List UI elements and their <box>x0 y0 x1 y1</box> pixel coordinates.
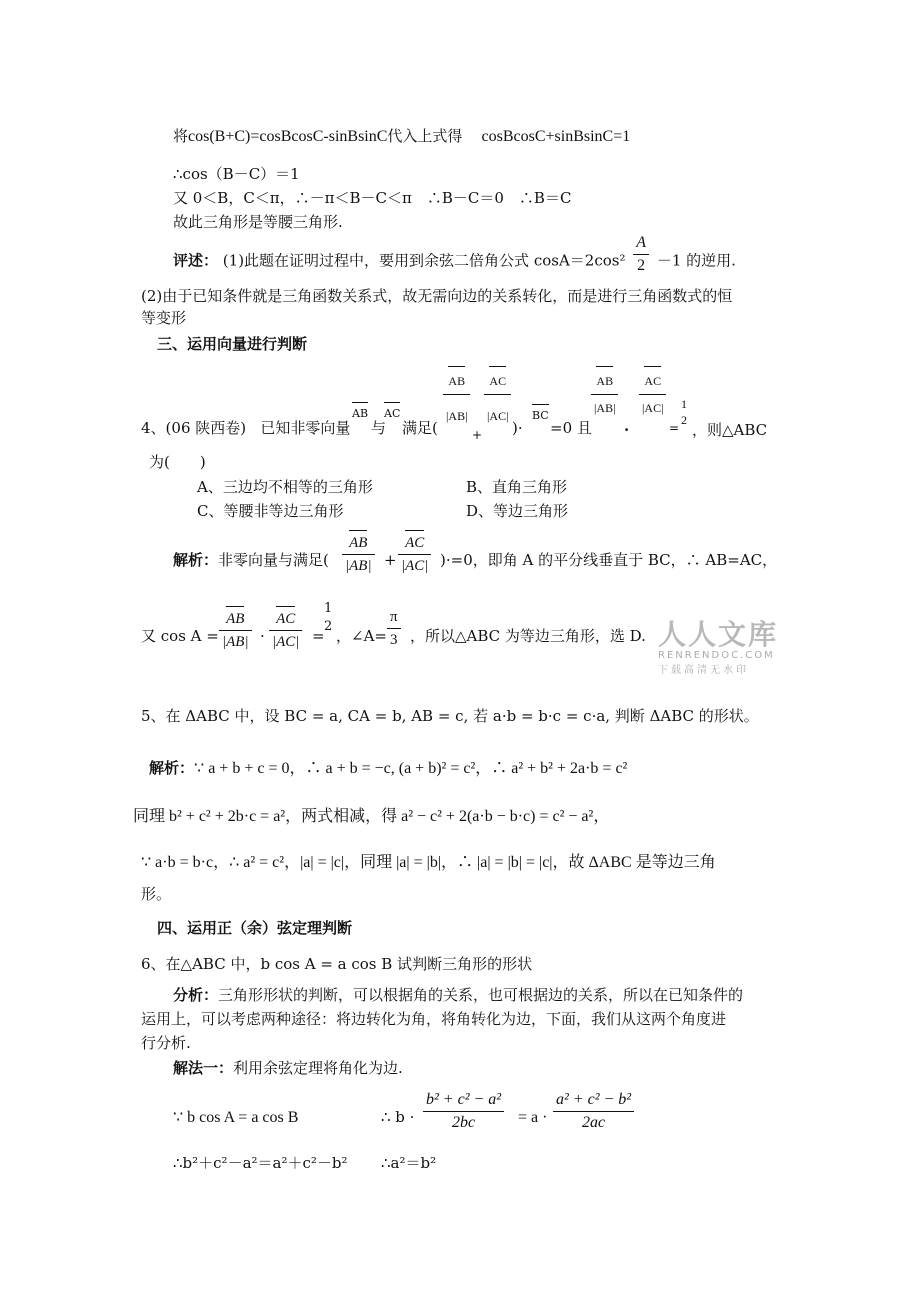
solution-4-line-2 <box>141 626 219 646</box>
vector-bc <box>532 406 549 426</box>
vector-label: AC <box>644 368 661 394</box>
analysis-line-3 <box>141 1033 191 1053</box>
text: = <box>312 627 325 645</box>
line-substitution <box>173 126 630 147</box>
text: · <box>624 421 630 439</box>
vector-label: AC <box>405 532 424 554</box>
comment-paragraph-2-line-2 <box>141 308 186 328</box>
text: 利用余弦定理将角化为边. <box>233 1059 403 1077</box>
text: －1 的逆用. <box>656 251 736 270</box>
denominator: |AC| <box>487 409 509 423</box>
section-heading-vectors <box>157 334 307 354</box>
vector-label: AB <box>448 368 465 394</box>
text: ∴a²＝b² <box>381 1154 437 1172</box>
vector-label: BC <box>532 406 549 426</box>
fraction-ab-over-abs <box>443 368 470 429</box>
question-5 <box>141 706 759 726</box>
text: ∴ b · <box>381 1108 415 1126</box>
solution-5-line-3 <box>141 852 716 873</box>
text: ∵ a + b + c = 0，∴ a + b = −c, (a + b)² = c²，∴ a² + b² + 2a·b = c² <box>194 760 628 777</box>
equation-1-left <box>173 1107 298 1128</box>
numerator: A <box>633 232 649 255</box>
sol4-one-half <box>321 600 335 636</box>
numerator: 1 <box>324 601 333 616</box>
option-text: A、三边均不相等的三角形 <box>197 478 373 496</box>
text: ，所以△ABC 为等边三角形，选 D. <box>410 627 646 645</box>
option-text: C、等腰非等边三角形 <box>197 502 344 520</box>
vector-label: AB <box>596 368 613 394</box>
text: 故此三角形是等腰三角形. <box>173 213 343 231</box>
dot-operator <box>624 420 629 440</box>
numerator <box>342 532 375 555</box>
text: ，∠A= <box>336 627 387 645</box>
text: )·=0，即角 A 的平分线垂直于 BC，∴ AB=AC， <box>440 551 778 569</box>
text: 三角形形状的判断，可以根据角的关系，也可根据边的关系，所以在已知条件的 <box>218 986 744 1004</box>
text: = <box>669 421 680 435</box>
numerator <box>484 368 511 395</box>
solution-4-line-1 <box>173 550 329 570</box>
text: 行分析. <box>141 1034 191 1052</box>
denominator: |AB| <box>222 634 249 650</box>
text: 满足( <box>402 419 438 437</box>
numerator <box>639 368 666 395</box>
watermark-brand: 人人文库 <box>658 618 779 651</box>
text-close-dot <box>512 418 523 438</box>
denominator: |AB| <box>446 409 468 423</box>
text: ∴b²＋c²－a²＝a²＋c²－b² <box>173 1154 348 1172</box>
option-c <box>197 501 343 521</box>
text: ，则△ABC <box>692 421 768 439</box>
fraction-ac-over-abs-2 <box>639 368 666 421</box>
sol4-fraction-ab <box>342 532 375 577</box>
vector-ab <box>352 404 368 424</box>
solution-label: 解析： <box>173 551 219 569</box>
text: ∴cos（B－C）＝1 <box>173 165 300 183</box>
watermark-site: RENRENDOC.COM <box>658 650 775 661</box>
numerator <box>591 368 618 395</box>
line-therefore-cos <box>173 164 300 184</box>
heading-text: 三、运用向量进行判断 <box>157 335 308 353</box>
section-heading-sine-cosine <box>157 918 352 938</box>
solution-label: 解析： <box>149 759 195 777</box>
denominator: |AB| <box>594 401 616 415</box>
analysis-line-1 <box>173 985 743 1005</box>
denominator: |AB| <box>345 558 372 574</box>
text: 已知非零向量 <box>260 419 351 437</box>
fraction-ac-over-abs <box>484 368 511 429</box>
numerator <box>219 608 252 631</box>
solution-5-line-2 <box>133 806 609 827</box>
eq1-middle <box>518 1107 547 1128</box>
dot-operator-2 <box>260 626 265 646</box>
text: 非零向量与满足( <box>218 551 329 569</box>
solution-5-line-4 <box>141 884 171 904</box>
vector-label: AC <box>384 404 400 424</box>
text: =0 且 <box>550 419 592 437</box>
fraction-ab-over-abs-2 <box>591 368 618 421</box>
text: · <box>260 627 265 645</box>
text: 同理 b² + c² + 2b·c = a²，两式相减，得 a² − c² + 2(a·b − b·c) = c² − a²， <box>133 808 610 825</box>
fraction-one-half <box>678 396 690 428</box>
text: (2)由于已知条件就是三角函数关系式，故无需向边的关系转化，而是进行三角函数式的恒 <box>141 287 733 305</box>
analysis-label: 分析： <box>173 986 219 1004</box>
watermark-logo <box>658 620 788 680</box>
pi-over-3 <box>387 606 401 651</box>
text: 5、在 ΔABC 中，设 BC = a, CA = b, AB = c, 若 a·b = b·c = c·a, 判断 ΔABC 的形状。 <box>141 707 759 725</box>
question-6 <box>141 954 532 974</box>
text: 等变形 <box>141 309 187 327</box>
sol4-cos-frac-ac <box>269 608 302 653</box>
fraction-a-over-2 <box>633 232 649 277</box>
question-4 <box>141 418 350 448</box>
numerator: b² + c² − a² <box>423 1089 504 1112</box>
text: 又 0＜B，C＜π，∴－π＜B－C＜π ∴B－C＝0 ∴B＝C <box>173 189 572 207</box>
denominator: 2ac <box>581 1114 606 1131</box>
denominator: 2 <box>681 413 687 427</box>
heading-text: 四、运用正（余）弦定理判断 <box>157 919 353 937</box>
eq1-fraction-1 <box>423 1089 504 1134</box>
equation-2-right <box>381 1153 436 1173</box>
sol4-cos-frac-ab <box>219 608 252 653</box>
method-label: 解法一： <box>173 1059 234 1077</box>
numerator <box>398 532 431 555</box>
text: 运用上，可以考虑两种途径：将边转化为角，将角转化为边，下面，我们从这两个角度进 <box>141 1010 727 1028</box>
sol4-fraction-ac <box>398 532 431 577</box>
comment-paragraph-2-line-1 <box>141 286 732 306</box>
plus-sign <box>472 425 482 445</box>
method-1 <box>173 1058 403 1078</box>
numerator <box>269 608 302 631</box>
equation-2-left <box>173 1153 348 1173</box>
text: + <box>384 551 397 569</box>
text: 将 <box>173 127 189 145</box>
vector-label: AB <box>349 532 367 554</box>
text: + <box>472 428 483 442</box>
comment-label: 评述： <box>173 251 219 270</box>
text: 为( ) <box>149 453 206 471</box>
text-satisfy <box>402 418 438 438</box>
question-number: 4、(06 陕西卷) <box>141 419 247 437</box>
text: 又 cos A = <box>141 627 219 645</box>
solution-4-conclusion <box>410 626 646 646</box>
text: ∵ a·b = b·c，∴ a² = c²，|a| = |c|，同理 |a| = |b|，∴ |a| = |b| = |c|，故 ΔABC 是等边三角 <box>141 854 716 871</box>
denominator: 3 <box>390 632 398 648</box>
option-text: B、直角三角形 <box>466 478 568 496</box>
denominator: 2 <box>637 257 646 274</box>
solution-5-line-1 <box>149 758 627 779</box>
question-4-blank <box>149 452 206 472</box>
equation-1-right <box>381 1107 414 1127</box>
vector-label: AB <box>352 404 368 424</box>
watermark-tagline: 下载高清无水印 <box>658 665 749 676</box>
vector-ac <box>384 404 400 424</box>
formula: cosBcosC+sinBsinC=1 <box>481 128 631 145</box>
numerator: π <box>387 606 401 629</box>
formula: cos(B+C)=cosBcosC-sinBsinC <box>188 128 388 145</box>
denominator: |AC| <box>272 634 300 650</box>
numerator: a² + c² − b² <box>553 1089 634 1112</box>
option-b <box>466 477 567 497</box>
denominator: 2bc <box>451 1114 476 1131</box>
numerator <box>443 368 470 395</box>
option-text: D、等边三角形 <box>466 502 569 520</box>
text: 6、在△ABC 中，b cos A = a cos B 试判断三角形的形状 <box>141 955 533 973</box>
denominator: 2 <box>324 619 333 634</box>
text: 与 <box>371 419 387 437</box>
eq1-fraction-2 <box>553 1089 634 1134</box>
text: 形。 <box>141 885 172 903</box>
numerator: 1 <box>681 397 687 411</box>
angle-text <box>336 626 387 646</box>
text: )· <box>512 419 523 437</box>
text: 代入上式得 <box>387 127 463 145</box>
solution-4-line-1-rest <box>440 550 777 570</box>
text-then-abc <box>692 420 767 440</box>
text-eq-zero-and <box>550 418 592 438</box>
plus-sign-2 <box>384 550 397 570</box>
comment-paragraph-1 <box>173 234 736 277</box>
option-d <box>466 501 568 521</box>
option-a <box>197 477 373 497</box>
denominator: |AC| <box>401 558 429 574</box>
vector-label: AC <box>489 368 506 394</box>
analysis-line-2 <box>141 1009 726 1029</box>
text: = a · <box>518 1109 548 1126</box>
denominator: |AC| <box>642 401 664 415</box>
vector-label: AB <box>226 608 244 630</box>
line-conclusion <box>173 212 343 232</box>
text: (1)此题在证明过程中，要用到余弦二倍角公式 cosA＝2cos² <box>222 251 626 270</box>
line-range <box>173 188 571 208</box>
vector-label: AC <box>276 608 295 630</box>
text: ∵ b cos A = a cos B <box>173 1109 299 1126</box>
